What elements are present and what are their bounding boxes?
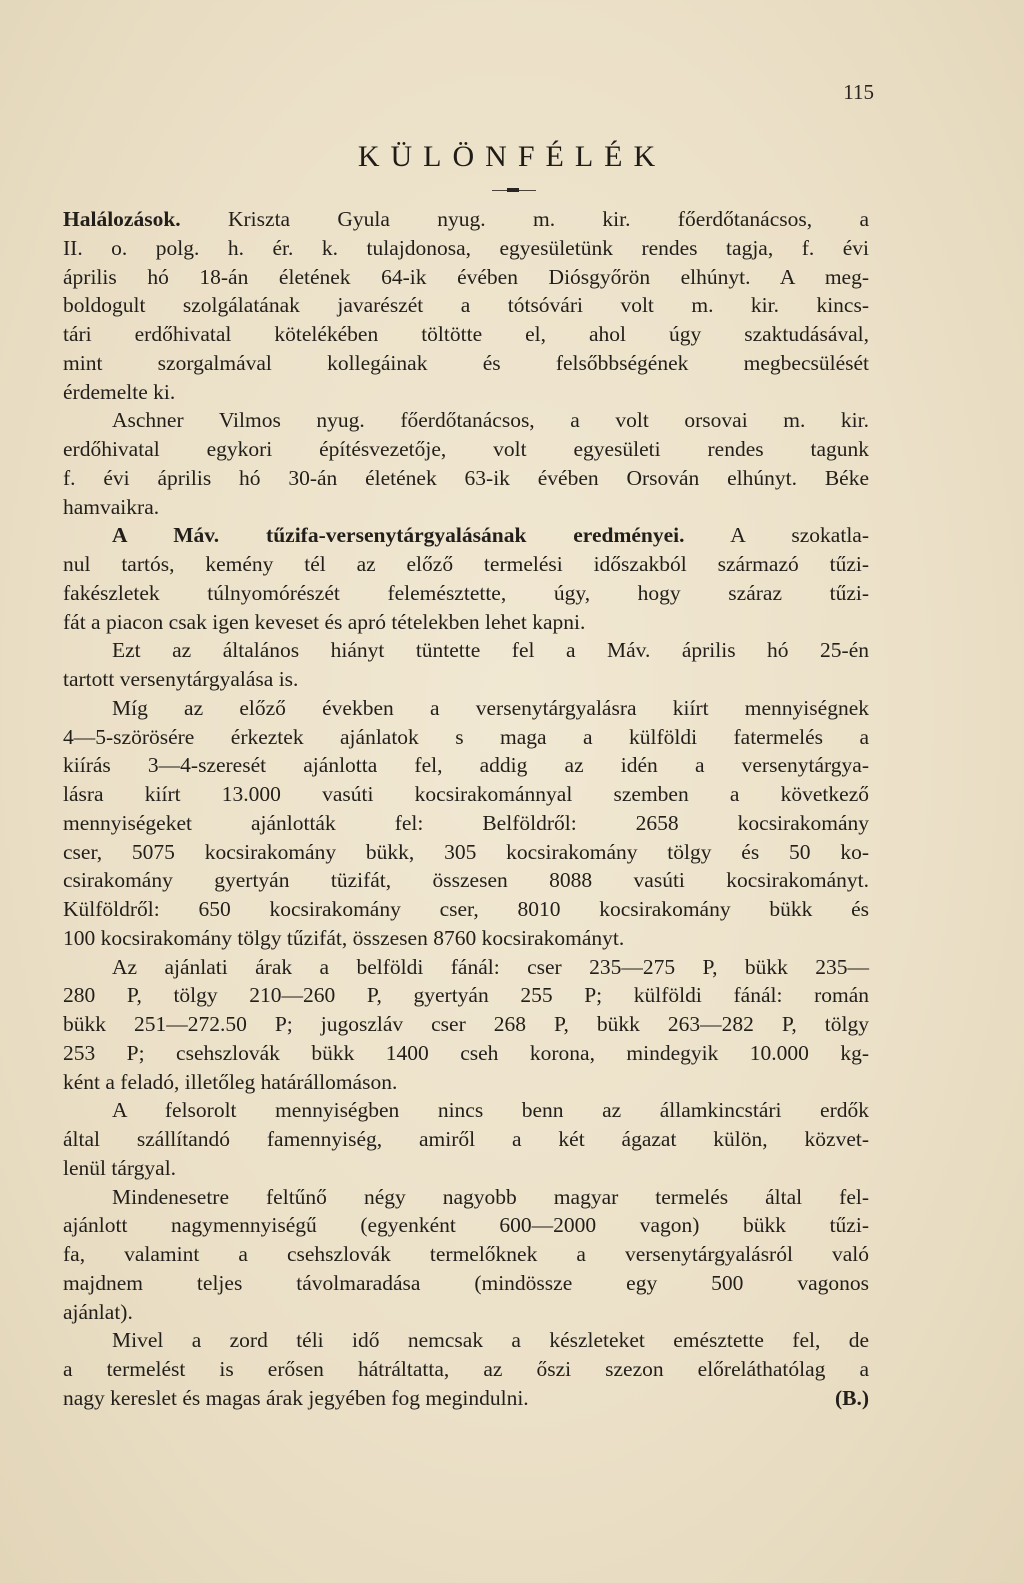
page-number: 115 [843, 80, 874, 104]
text-line: majdnem teljes távolmaradása (mindössze egy 500 vagonos [63, 1270, 869, 1295]
author-signature: (B.) [834, 1385, 869, 1410]
text-line: április hó 18-án életének 64-ik évében Diósgyőrön elhúnyt. A meg- [63, 264, 869, 289]
text-line: fát a piacon csak igen keveset és apró tételekben lehet kapni. [63, 609, 586, 634]
text-line: erdőhivatal egykori építésvezetője, volt egyesületi rendes tagunk [63, 437, 869, 461]
text-line: Aschner Vilmos nyug. főerdőtanácsos, a volt orsovai m. kir. [112, 408, 869, 433]
mav-paragraph-2 [63, 636, 869, 694]
text-line: kiírás 3—4-szeresét ajánlotta fel, addig az idén a versenytárgya- [63, 753, 869, 778]
text-line: lásra kiírt 13.000 vasúti kocsirakománnyal szemben a következő [63, 782, 869, 806]
text-line: Ezt az általános hiányt tüntette fel a Máv. április hó 25-én [112, 638, 869, 663]
text-line: tartott versenytárgyalása is. [63, 667, 299, 691]
text-line: érdemelte ki. [63, 379, 176, 404]
mav-lead: A Máv. tűzifa-versenytárgyalásának eredményei. [112, 523, 685, 548]
text-line: mint szorgalmával kollegáinak és felsőbbségének megbecsülését [63, 350, 869, 375]
mav-paragraph-3 [63, 694, 869, 953]
text-line: csirakomány gyertyán tüzifát, összesen 8088 vasúti kocsirakományt. [63, 868, 869, 893]
text-line: boldogult szolgálatának javarészét a tótsóvári volt m. kir. kincs- [63, 293, 869, 318]
text-line: hamvaikra. [63, 494, 160, 519]
deaths-paragraph-1 [63, 205, 869, 406]
text-line: 4—5-szörösére érkeztek ajánlatok s maga a külföldi fatermelés a [63, 724, 869, 749]
text-line: 280 P, tölgy 210—260 P, gyertyán 255 P; külföldi fánál: román [63, 983, 869, 1008]
article-body [63, 205, 869, 1413]
text-line: a termelést is erősen hátráltatta, az őszi szezon előreláthatólag a [63, 1357, 869, 1381]
text-line: 253 P; csehszlovák bükk 1400 cseh korona, mindegyik 10.000 kg- [63, 1040, 869, 1065]
text-line: mennyiségeket ajánlották fel: Belföldről: 2658 kocsirakomány [63, 810, 869, 835]
text-line: A Máv. tűzifa-versenytárgyalásának eredményei. A szokatla- [112, 523, 869, 548]
heading-divider-mark [507, 188, 519, 192]
text-line: fa, valamint a csehszlovák termelőknek a versenytárgyalásról való [63, 1242, 869, 1266]
mav-paragraph-6 [63, 1183, 869, 1327]
mav-paragraph-7 [63, 1326, 869, 1412]
text-line: cser, 5075 kocsirakomány bükk, 305 kocsirakomány tölgy és 50 ko- [63, 839, 869, 864]
text-line: nul tartós, kemény tél az előző termelési időszakból származó tűzi- [63, 552, 869, 576]
text-line: 100 kocsirakomány tölgy tűzifát, összesen 8760 kocsirakományt. [63, 925, 625, 950]
text-line: bükk 251—272.50 P; jugoszláv cser 268 P, bükk 263—282 P, tölgy [63, 1012, 869, 1036]
text-line: nagy kereslet és magas árak jegyében fog megindulni. (B.) [63, 1384, 869, 1413]
text-line: ajánlott nagymennyiségű (egyenként 600—2000 vagon) bükk tűzi- [63, 1213, 869, 1238]
mav-paragraph-1 [63, 521, 869, 636]
text-line: lenül tárgyal. [63, 1155, 177, 1180]
text-line: ajánlat). [63, 1299, 133, 1324]
deaths-paragraph-2 [63, 406, 869, 521]
text-line: által szállítandó famennyiség, amiről a két ágazat külön, közvet- [63, 1127, 869, 1151]
mav-paragraph-5 [63, 1096, 869, 1182]
section-heading: KÜLÖNFÉLÉK [357, 140, 667, 173]
deaths-lead: Halálozások. [63, 207, 181, 231]
text-line: Külföldről: 650 kocsirakomány cser, 8010 kocsirakomány bükk és [63, 897, 869, 921]
text-line: II. o. polg. h. ér. k. tulajdonosa, egyesületünk rendes tagja, f. évi [63, 235, 869, 260]
mav-paragraph-4 [63, 953, 869, 1097]
text-line: ként a feladó, illetőleg határállomáson. [63, 1069, 398, 1094]
text-line: f. évi április hó 30-án életének 63-ik évében Orsován elhúnyt. Béke [63, 465, 869, 490]
text-line: A felsorolt mennyiségben nincs benn az államkincstári erdők [112, 1098, 869, 1123]
text-line: Az ajánlati árak a belföldi fánál: cser 235—275 P, bükk 235— [112, 954, 869, 979]
text-line: fakészletek túlnyomórészét felemésztette, úgy, hogy száraz tűzi- [63, 580, 869, 605]
text-line: Halálozások. Kriszta Gyula nyug. m. kir. főerdőtanácsos, a [63, 207, 869, 231]
text-line: Míg az előző években a versenytárgyalásra kiírt mennyiségnek [112, 695, 869, 720]
text-line: Mivel a zord téli idő nemcsak a készleteket emésztette fel, de [112, 1328, 869, 1353]
text-line: Mindenesetre feltűnő négy nagyobb magyar termelés által fel- [112, 1184, 869, 1209]
text-line: tári erdőhivatal kötelékében töltötte el, ahol úgy szaktudásával, [63, 322, 869, 346]
